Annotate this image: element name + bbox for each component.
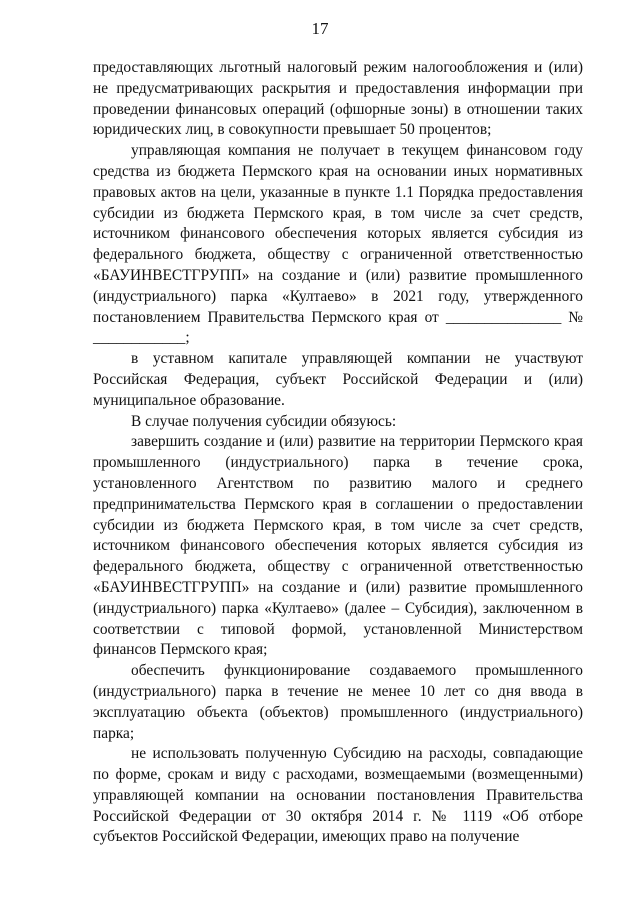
paragraph: завершить создание и (или) развитие на территории Пермского края промышленного (индустриального) парка в течение срока, установленного Агентством по развитию малого и среднего предпринимательства Пермского края в соглашении о предоставлении субсидии из бюджета Пермского края, в том числе за счет средств, источником финансового обеспечения которых является субсидия из федерального бюджета, обществу с ограниченной ответственностью «БАУИНВЕСТГРУПП» на создание и (или) развитие промышленного (индустриального) парка «Култаево» (далее – Субсидия), заключенном в соответствии с типовой формой, установленной Министерством финансов Пермского края; [93,433,583,659]
paragraph: управляющая компания не получает в текущем финансовом году средства из бюджета Пермского края на основании иных нормативных правовых актов на цели, указанные в пункте 1.1 Порядка предоставления субсидии из бюджета Пермского края, в том числе за счет средств, источником финансового обеспечения которых является субсидия из федерального бюджета, обществу с ограниченной ответственностью «БАУИНВЕСТГРУПП» на создание и (или) развитие промышленного (индустриального) парка «Култаево» в 2021 году, утвержденного постановлением Правительства Пермского края от _______________ № ____________; [93,142,583,347]
paragraph: В случае получения субсидии обязуюсь: [131,412,397,430]
paragraph: предоставляющих льготный налоговый режим налогообложения и (или) не предусматривающих раскрытия и предоставления информации при проведении финансовых операций (офшорные зоны) в отношении таких юридических лиц, в совокупности превышает 50 процентов; [93,59,583,139]
paragraph: не использовать полученную Субсидию на расходы, совпадающие по форме, срокам и виду с расходами, возмещаемыми (возмещенными) управляющей компании на основании постановления Правительства Российской Федерации от 30 октября 2014 г. № 1119 «Об отборе субъектов Российской Федерации, имеющих право на получение [93,745,583,846]
paragraph: обеспечить функционирование создаваемого промышленного (индустриального) парка в течение не менее 10 лет со дня ввода в эксплуатацию объекта (объектов) промышленного (индустриального) парка; [93,662,583,742]
page-number: 17 [311,19,329,38]
paragraph: в уставном капитале управляющей компании не участвуют Российская Федерация, субъект Российской Федерации и (или) муниципальное образование. [93,350,583,409]
document-body [93,58,583,848]
